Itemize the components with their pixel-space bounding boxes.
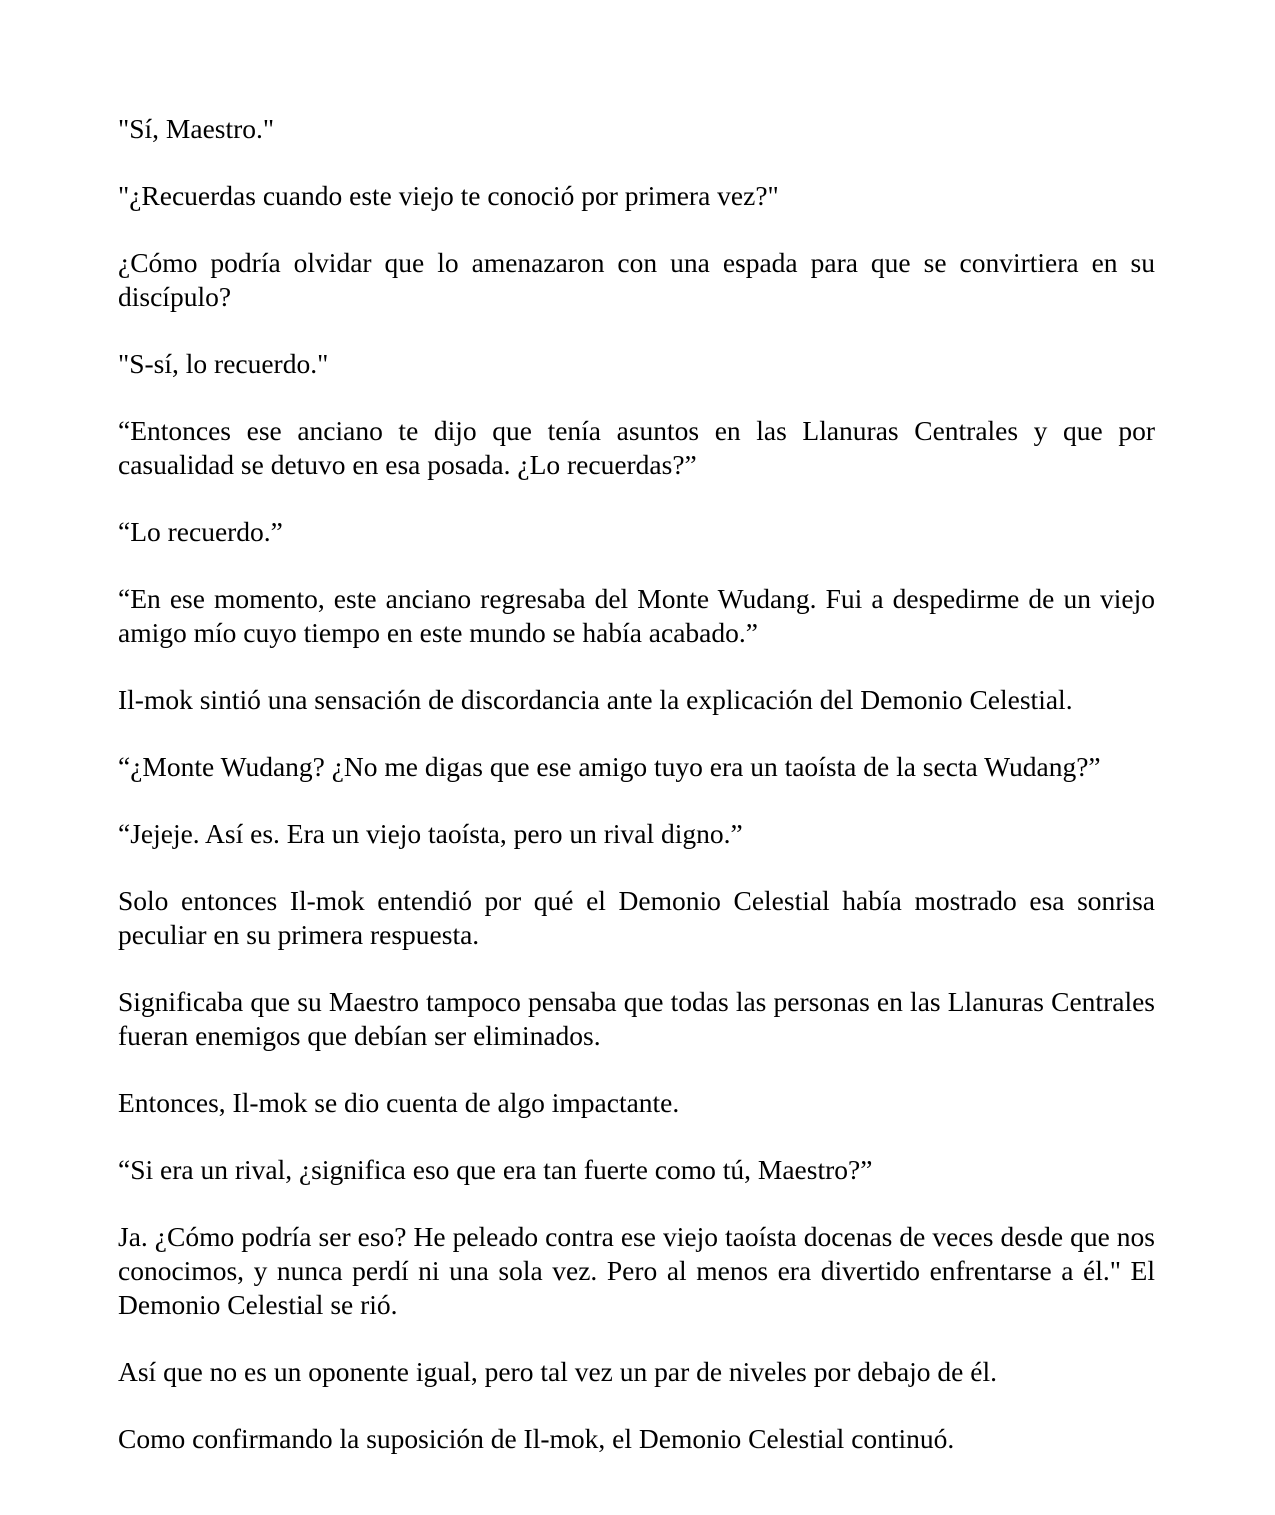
paragraph-13: Entonces, Il-mok se dio cuenta de algo impactante. (118, 1087, 680, 1118)
paragraph-11: Solo entonces Il-mok entendió por qué el Demonio Celestial había mostrado esa sonrisa peculiar en su primera respuesta. (118, 885, 1155, 950)
paragraph-14: “Si era un rival, ¿significa eso que era tan fuerte como tú, Maestro?” (118, 1154, 873, 1185)
paragraph-7: “En ese momento, este anciano regresaba del Monte Wudang. Fui a despedirme de un viejo amigo mío cuyo tiempo en este mundo se había acabado.” (118, 583, 1155, 648)
paragraph-10: “Jejeje. Así es. Era un viejo taoísta, pero un rival digno.” (118, 818, 743, 849)
paragraph-2: "¿Recuerdas cuando este viejo te conoció por primera vez?" (118, 180, 779, 211)
paragraph-4: "S-sí, lo recuerdo." (118, 348, 329, 379)
paragraph-12: Significaba que su Maestro tampoco pensaba que todas las personas en las Llanuras Centrales fueran enemigos que debían ser eliminados. (118, 986, 1155, 1051)
paragraph-17: Como confirmando la suposición de Il-mok, el Demonio Celestial continuó. (118, 1423, 955, 1454)
paragraph-5: “Entonces ese anciano te dijo que tenía asuntos en las Llanuras Centrales y que por casualidad se detuvo en esa posada. ¿Lo recuerdas?” (118, 415, 1155, 480)
paragraph-9: “¿Monte Wudang? ¿No me digas que ese amigo tuyo era un taoísta de la secta Wudang?” (118, 751, 1101, 782)
paragraph-3: ¿Cómo podría olvidar que lo amenazaron con una espada para que se convirtiera en su discípulo? (118, 247, 1155, 312)
paragraph-6: “Lo recuerdo.” (118, 516, 283, 547)
paragraph-8: Il-mok sintió una sensación de discordancia ante la explicación del Demonio Celestial. (118, 684, 1073, 715)
paragraph-15: Ja. ¿Cómo podría ser eso? He peleado contra ese viejo taoísta docenas de veces desde que nos conocimos, y nunca perdí ni una sola vez. Pero al menos era divertido enfrentarse a él." El Demonio Celestial se rió. (118, 1221, 1155, 1320)
document-page (118, 112, 1155, 1456)
paragraph-16: Así que no es un oponente igual, pero tal vez un par de niveles por debajo de él. (118, 1356, 997, 1387)
paragraph-1: "Sí, Maestro." (118, 113, 275, 144)
